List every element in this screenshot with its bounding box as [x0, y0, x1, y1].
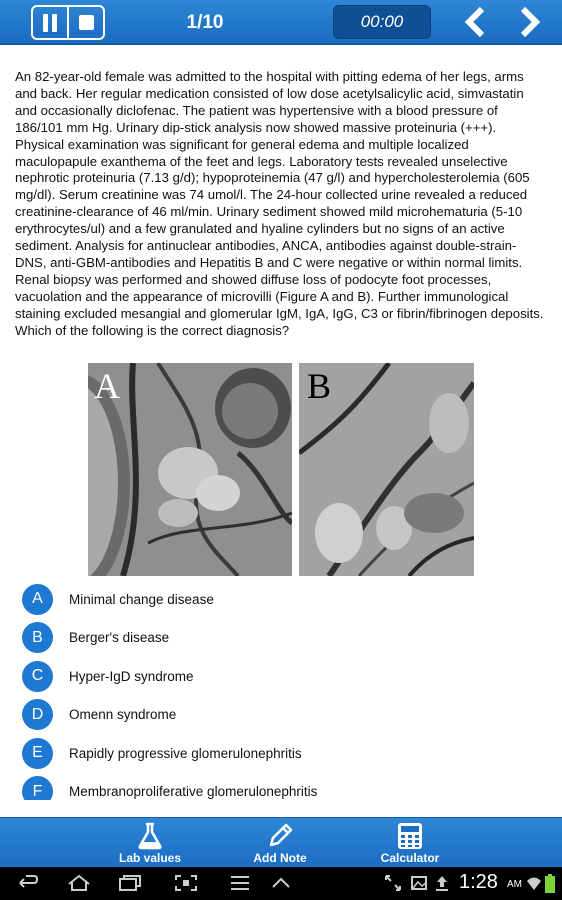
- flask-icon: [135, 821, 165, 851]
- lab-values-button[interactable]: [100, 818, 200, 868]
- lab-values-label: Lab values: [118, 851, 182, 865]
- chevron-right-icon: [523, 9, 536, 35]
- option-badge: F: [22, 776, 53, 800]
- recent-apps-icon[interactable]: [118, 874, 142, 892]
- battery-icon: [544, 874, 556, 894]
- answer-option-e[interactable]: [22, 737, 542, 769]
- figure-a-label: A: [94, 366, 120, 406]
- answer-option-a[interactable]: [22, 583, 542, 615]
- upload-icon: [434, 874, 450, 892]
- image-icon: [410, 874, 428, 892]
- question-text: An 82-year-old female was admitted to the hospital with pitting edema of her legs, arms and back. Her regular medication consisted of low dose acetylsalicylic acid, simvastatin and occasionally diclofenac. The patient was hypertensive with a blood pressure of 186/101 mm Hg. Urinary dip-stick analysis now showed massive proteinuria (+++). Physical examination was significant for general edema and multiple localized maculopapule exanthema of the feet and legs. Laboratory tests revealed unselective nephrotic proteinuria (7.13 g/d); hypoproteinemia (47 g/l) and hypercholesterolemia (605 mg/dl). Serum creatinine was 74 umol/l. The 24-hour collected urine revealed a reduced creatinine-clearance of 46 ml/min. Urinary sediment showed mild microhematuria (5-10 erythrocytes/ul) and a few granulated and hyaline cylinders but no signs of an active sediment. Analysis for antinuclear antibodies, ANCA, antibodies against double-strain-DNS, anti-GBM-antibodies and Hepatitis B and C were negative or within normal limits. Renal biopsy was performed and showed diffuse loss of podocyte foot processes, vacuolation and the appearance of microvilli (Figure A and B). Further immunological staining excluded mesangial and glomerular IgM, IgA, IgG, C3 or fibrin/fibrinogen deposits. Which of the following is the correct diagnosis?: [15, 69, 544, 338]
- stop-icon: [79, 15, 94, 30]
- option-label: Minimal change disease: [69, 591, 214, 607]
- pause-button[interactable]: [33, 7, 69, 38]
- system-navigation-bar: [0, 867, 562, 900]
- menu-icon[interactable]: [229, 874, 251, 892]
- add-note-label: Add Note: [253, 851, 307, 865]
- pencil-icon: [265, 821, 295, 851]
- wifi-icon: [526, 874, 542, 892]
- option-label: Berger's disease: [69, 630, 170, 645]
- top-bar: [0, 0, 562, 45]
- option-label: Hyper-IgD syndrome: [69, 668, 194, 684]
- figure-a[interactable]: [88, 363, 292, 576]
- chevron-left-icon: [469, 9, 482, 35]
- question-counter: 1/10: [186, 12, 224, 33]
- answer-option-c[interactable]: [22, 660, 542, 692]
- option-badge: B: [22, 622, 53, 653]
- calculator-button[interactable]: [360, 818, 460, 868]
- back-icon[interactable]: [16, 874, 40, 892]
- status-clock: 1:28: [459, 871, 498, 893]
- calculator-icon: [395, 821, 425, 851]
- answer-option-b[interactable]: [22, 622, 542, 654]
- chevron-up-icon[interactable]: [270, 874, 292, 892]
- figure-b-label: B: [307, 366, 332, 406]
- timer[interactable]: 00:00: [333, 5, 431, 39]
- bottom-toolbar: [0, 817, 562, 867]
- calculator-label: Calculator: [380, 851, 440, 865]
- question-content[interactable]: [0, 47, 562, 800]
- answer-option-d[interactable]: [22, 699, 542, 731]
- option-label: Rapidly progressive glomerulonephritis: [69, 745, 302, 761]
- status-ampm: AM: [507, 879, 522, 890]
- home-icon[interactable]: [66, 874, 92, 892]
- answer-option-f[interactable]: [22, 776, 542, 801]
- next-question-button[interactable]: [513, 6, 545, 38]
- option-badge: E: [22, 738, 53, 769]
- option-label: Membranoproliferative glomerulonephritis: [69, 784, 318, 799]
- prev-question-button[interactable]: [460, 6, 492, 38]
- figure-b[interactable]: [299, 363, 474, 576]
- playback-controls: [31, 5, 105, 40]
- pause-icon: [43, 14, 57, 32]
- option-label: Omenn syndrome: [69, 707, 177, 722]
- option-badge: C: [22, 661, 53, 692]
- screenshot-icon[interactable]: [174, 874, 198, 892]
- figure-images: [88, 363, 474, 576]
- stop-button[interactable]: [69, 7, 103, 38]
- option-badge: D: [22, 699, 53, 730]
- option-badge: A: [22, 584, 53, 615]
- expand-icon: [384, 874, 402, 892]
- add-note-button[interactable]: [230, 818, 330, 868]
